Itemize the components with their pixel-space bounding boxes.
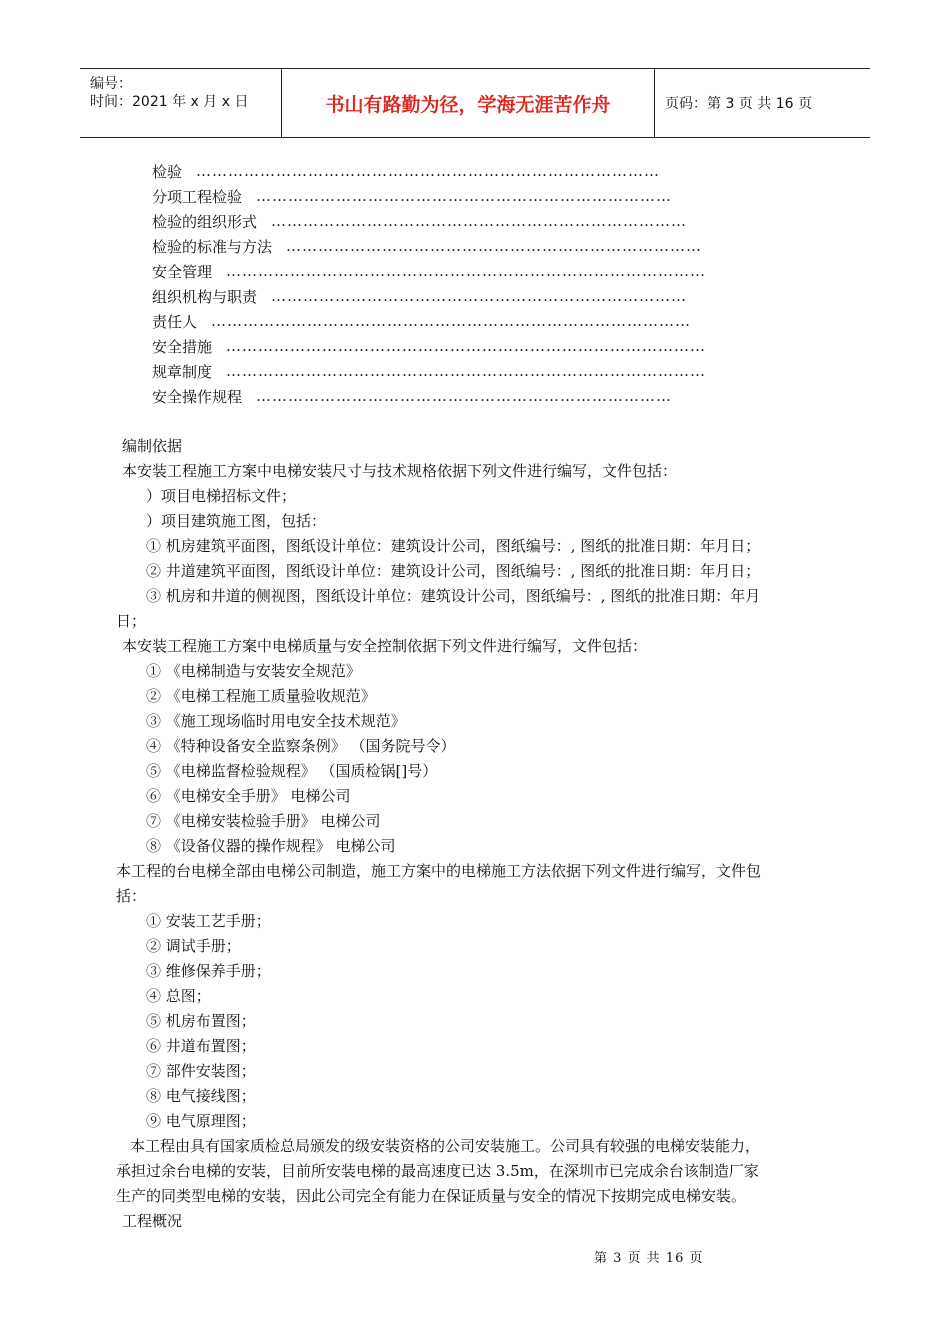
toc-leader-dots: ……………………………………………………………………………… (226, 362, 707, 380)
list-item: ③ 机房和井道的侧视图，图纸设计单位：建筑设计公司，图纸编号：, 图纸的批准日期：年月 (146, 587, 761, 605)
section-title: 编制依据 (122, 437, 183, 455)
toc-item-label: 规章制度 (152, 362, 213, 381)
toc-leader-dots: …………………………………………………………………… (271, 287, 688, 305)
toc-leader-dots: ……………………………………………………………………………… (211, 312, 692, 330)
toc-leader-dots: …………………………………………………………………… (286, 237, 703, 255)
toc-item[interactable] (152, 160, 816, 182)
toc-item[interactable] (152, 260, 796, 282)
list-item: ⑦ 部件安装图； (146, 1062, 256, 1080)
paragraph: 本工程由具有国家质检总局颁发的级安装资格的公司安装施工。公司具有较强的电梯安装能力， (130, 1137, 761, 1155)
paragraph-continuation: 括： (116, 887, 147, 905)
page-footer: 第 3 页 共 16 页 (594, 1251, 704, 1266)
toc-item[interactable] (152, 360, 778, 382)
toc-item[interactable] (152, 385, 776, 407)
section-title: 工程概况 (122, 1212, 183, 1230)
toc-item-label: 安全管理 (152, 262, 213, 281)
list-item: ① 《电梯制造与安装安全规范》 (146, 662, 361, 680)
list-item: ④ 《特种设备安全监察条例》 （国务院号令） (146, 737, 456, 755)
header-page-info (655, 69, 870, 137)
toc-item-label: 分项工程检验 (152, 187, 243, 206)
list-item: ⑨ 电气原理图； (146, 1112, 256, 1130)
toc-leader-dots: …………………………………………………………………… (256, 387, 673, 405)
toc-item-label: 组织机构与职责 (152, 287, 258, 306)
list-item: ⑥ 井道布置图； (146, 1037, 256, 1055)
toc-item[interactable] (152, 210, 775, 232)
list-item-continuation: 日； (116, 612, 147, 630)
paragraph-continuation: 生产的同类型电梯的安装，因此公司完全有能力在保证质量与安全的情况下按期完成电梯安装。 (116, 1187, 747, 1205)
toc-leader-dots: ……………………………………………………………………………… (226, 262, 707, 280)
toc-item[interactable] (152, 185, 776, 207)
list-item: ③ 维修保养手册； (146, 962, 271, 980)
list-item: ⑦ 《电梯安装检验手册》 电梯公司 (146, 812, 381, 830)
list-item: ⑥ 《电梯安全手册》 电梯公司 (146, 787, 351, 805)
list-item: ① 机房建筑平面图，图纸设计单位：建筑设计公司，图纸编号：, 图纸的批准日期：年月日； (146, 537, 761, 555)
toc-leader-dots: …………………………………………………………………… (271, 212, 688, 230)
toc-leader-dots: …………………………………………………………………… (256, 187, 673, 205)
toc-leader-dots: ……………………………………………………………………………… (226, 337, 707, 355)
list-item: ）项目电梯招标文件； (146, 487, 297, 505)
paragraph: 本安装工程施工方案中电梯安装尺寸与技术规格依据下列文件进行编写，文件包括： (122, 462, 678, 480)
list-item: ⑧ 《设备仪器的操作规程》 电梯公司 (146, 837, 396, 855)
toc-item-label: 检验的组织形式 (152, 212, 258, 231)
page-info-text: 页码：第 3 页 共 16 页 (665, 96, 812, 112)
list-item: ② 《电梯工程施工质量验收规范》 (146, 687, 376, 705)
list-item: ② 调试手册； (146, 937, 241, 955)
list-item: ④ 总图； (146, 987, 211, 1005)
toc-item[interactable] (152, 235, 776, 257)
list-item: ① 安装工艺手册； (146, 912, 271, 930)
toc-item-label: 安全操作规程 (152, 387, 243, 406)
document-date: 时间：2021 年 x 月 x 日 (90, 94, 249, 110)
toc-item[interactable] (152, 285, 775, 307)
header-meta (80, 69, 282, 137)
header-motto: 书山有路勤为径，学海无涯苦作舟 (282, 69, 655, 137)
list-item: ⑤ 《电梯监督检验规程》 （国质检锅[]号） (146, 762, 438, 780)
page-header (80, 68, 870, 138)
toc-item-label: 检验 (152, 162, 183, 181)
toc-item[interactable] (152, 335, 778, 357)
list-item: ③ 《施工现场临时用电安全技术规范》 (146, 712, 406, 730)
toc-item-label: 检验的标准与方法 (152, 237, 273, 256)
paragraph-continuation: 承担过余台电梯的安装，目前所安装电梯的最高速度已达 3.5m，在深圳市已完成余台该制造厂家 (116, 1162, 759, 1180)
paragraph: 本工程的台电梯全部由电梯公司制造，施工方案中的电梯施工方法依据下列文件进行编写，文件包 (116, 862, 762, 880)
toc-leader-dots: …………………………………………………………………………… (196, 162, 661, 180)
list-item: ⑤ 机房布置图； (146, 1012, 256, 1030)
toc-item-label: 安全措施 (152, 337, 213, 356)
paragraph: 本安装工程施工方案中电梯质量与安全控制依据下列文件进行编写，文件包括： (122, 637, 648, 655)
toc-item-label: 责任人 (152, 312, 198, 331)
toc-item[interactable] (152, 310, 781, 332)
document-number: 编号： (90, 76, 132, 92)
list-item: ）项目建筑施工图，包括： (146, 512, 327, 530)
list-item: ② 井道建筑平面图，图纸设计单位：建筑设计公司，图纸编号：, 图纸的批准日期：年月日； (146, 562, 761, 580)
list-item: ⑧ 电气接线图； (146, 1087, 256, 1105)
